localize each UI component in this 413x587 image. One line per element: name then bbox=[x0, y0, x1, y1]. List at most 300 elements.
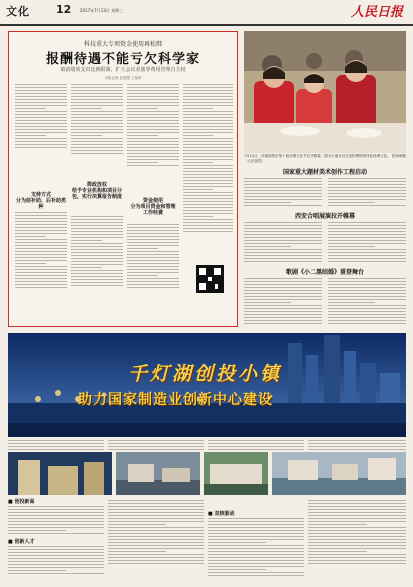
text-line bbox=[208, 551, 304, 552]
text-line bbox=[71, 105, 123, 106]
text-line bbox=[108, 533, 204, 534]
text-line bbox=[244, 308, 322, 309]
text-line bbox=[328, 311, 406, 312]
text-line bbox=[308, 551, 367, 552]
text-line bbox=[244, 181, 322, 182]
text-line bbox=[15, 221, 67, 222]
text-line bbox=[127, 126, 179, 127]
masthead bbox=[0, 0, 413, 26]
text-line bbox=[71, 144, 123, 145]
text-line bbox=[8, 549, 104, 550]
text-line bbox=[328, 196, 406, 197]
bottom-subhead-dual: ■ 双核驱动 bbox=[208, 511, 235, 517]
text-line bbox=[328, 231, 406, 232]
text-line bbox=[183, 228, 233, 229]
text-line bbox=[328, 225, 406, 226]
text-line bbox=[8, 509, 104, 510]
text-line bbox=[108, 443, 204, 444]
text-line bbox=[108, 530, 204, 531]
text-line bbox=[244, 299, 322, 300]
text-line bbox=[244, 258, 322, 259]
text-line bbox=[183, 147, 233, 148]
text-line bbox=[15, 96, 67, 97]
art-project-col-2 bbox=[328, 178, 406, 206]
text-line bbox=[71, 87, 123, 88]
text-line bbox=[208, 563, 304, 564]
text-line bbox=[308, 533, 406, 534]
text-line bbox=[71, 123, 123, 124]
text-line bbox=[244, 302, 291, 303]
text-line bbox=[15, 278, 67, 279]
text-line bbox=[15, 123, 67, 124]
strip-photo-4 bbox=[272, 452, 406, 495]
text-line bbox=[244, 193, 322, 194]
text-line bbox=[127, 114, 179, 115]
lead-subhead-funds: 资金使用 分为项目资金和管理工作经费 bbox=[130, 198, 176, 216]
text-line bbox=[244, 290, 322, 291]
text-line bbox=[308, 524, 367, 525]
text-line bbox=[328, 255, 406, 256]
text-line bbox=[183, 156, 233, 157]
lead-column-4 bbox=[183, 84, 233, 232]
text-line bbox=[328, 323, 406, 324]
text-line bbox=[127, 278, 179, 279]
text-line bbox=[8, 558, 104, 559]
text-line bbox=[328, 240, 406, 241]
text-line bbox=[244, 311, 322, 312]
text-line bbox=[108, 518, 204, 519]
feature-banner bbox=[8, 333, 406, 437]
text-line bbox=[208, 548, 304, 549]
text-line bbox=[208, 560, 304, 561]
text-line bbox=[127, 120, 179, 121]
text-line bbox=[308, 515, 406, 516]
text-line bbox=[127, 159, 179, 160]
text-line bbox=[328, 314, 406, 315]
text-line bbox=[108, 440, 204, 441]
text-line bbox=[183, 159, 233, 160]
text-line bbox=[183, 138, 233, 139]
text-line bbox=[15, 239, 67, 240]
text-line bbox=[208, 566, 304, 567]
text-line bbox=[108, 500, 204, 501]
text-line bbox=[328, 317, 406, 318]
text-line bbox=[127, 254, 179, 255]
text-line bbox=[244, 231, 322, 232]
text-line bbox=[308, 536, 406, 537]
text-line bbox=[108, 545, 204, 546]
text-line bbox=[328, 205, 406, 206]
text-line bbox=[328, 246, 375, 247]
bottom-col-2 bbox=[108, 500, 204, 564]
text-line bbox=[127, 275, 158, 276]
text-line bbox=[8, 527, 104, 528]
strip-illustration-2 bbox=[116, 452, 200, 495]
text-line bbox=[208, 440, 304, 441]
text-line bbox=[328, 222, 406, 223]
text-line bbox=[244, 225, 322, 226]
text-line bbox=[71, 240, 102, 241]
text-line bbox=[71, 108, 102, 109]
text-line bbox=[244, 287, 322, 288]
text-line bbox=[127, 245, 179, 246]
text-line bbox=[15, 147, 67, 148]
text-line bbox=[71, 261, 123, 262]
text-line bbox=[183, 231, 233, 232]
text-line bbox=[71, 231, 123, 232]
text-line bbox=[127, 156, 179, 157]
text-line bbox=[183, 108, 213, 109]
text-line bbox=[15, 144, 67, 145]
text-line bbox=[71, 270, 123, 271]
text-line bbox=[244, 199, 322, 200]
text-line bbox=[15, 135, 46, 136]
text-line bbox=[328, 202, 375, 203]
text-line bbox=[15, 138, 67, 139]
photo-illustration bbox=[244, 31, 406, 153]
text-line bbox=[15, 272, 67, 273]
text-line bbox=[127, 99, 179, 100]
text-line bbox=[127, 242, 179, 243]
text-line bbox=[183, 201, 233, 202]
text-line bbox=[183, 186, 233, 187]
text-line bbox=[183, 90, 233, 91]
text-line bbox=[8, 561, 104, 562]
text-line bbox=[127, 227, 179, 228]
text-line bbox=[108, 509, 204, 510]
text-line bbox=[208, 572, 304, 573]
text-line bbox=[328, 284, 406, 285]
text-line bbox=[71, 147, 123, 148]
text-line bbox=[71, 276, 123, 277]
text-line bbox=[127, 263, 179, 264]
feature-col-4 bbox=[308, 440, 406, 450]
text-line bbox=[15, 84, 67, 85]
text-line bbox=[8, 570, 66, 571]
text-line bbox=[71, 267, 102, 268]
text-line bbox=[8, 567, 104, 568]
strip-illustration-1 bbox=[8, 452, 112, 495]
text-line bbox=[127, 162, 158, 163]
text-line bbox=[127, 129, 179, 130]
text-line bbox=[183, 87, 233, 88]
text-line bbox=[183, 174, 233, 175]
text-line bbox=[183, 93, 233, 94]
bottom-col-3 bbox=[208, 518, 304, 576]
text-line bbox=[208, 521, 304, 522]
text-line bbox=[183, 99, 233, 100]
text-line bbox=[308, 440, 406, 441]
text-line bbox=[328, 320, 406, 321]
text-line bbox=[71, 99, 123, 100]
text-line bbox=[71, 273, 123, 274]
text-line bbox=[108, 557, 204, 558]
text-line bbox=[15, 99, 67, 100]
text-line bbox=[208, 443, 304, 444]
strip-illustration-4 bbox=[272, 452, 406, 495]
text-line bbox=[15, 281, 67, 282]
text-line bbox=[71, 243, 123, 244]
text-line bbox=[183, 150, 233, 151]
text-line bbox=[308, 530, 406, 531]
text-line bbox=[183, 192, 233, 193]
text-line bbox=[127, 236, 179, 237]
text-line bbox=[208, 545, 304, 546]
strip-illustration-3 bbox=[204, 452, 268, 495]
text-line bbox=[127, 102, 179, 103]
text-line bbox=[15, 230, 67, 231]
text-line bbox=[15, 242, 67, 243]
text-line bbox=[308, 500, 406, 501]
text-line bbox=[308, 557, 406, 558]
text-line bbox=[15, 248, 67, 249]
text-line bbox=[328, 278, 406, 279]
text-line bbox=[71, 285, 123, 286]
text-line bbox=[127, 272, 179, 273]
headline-choir: 西安合唱展演拉开帷幕 bbox=[294, 213, 355, 220]
text-line bbox=[183, 213, 233, 214]
text-line bbox=[308, 545, 406, 546]
text-line bbox=[244, 222, 322, 223]
text-line bbox=[244, 190, 322, 191]
text-line bbox=[328, 281, 406, 282]
text-line bbox=[15, 251, 67, 252]
lead-column-2b bbox=[71, 216, 123, 286]
feature-subtitle: 助力国家制造业创新中心建设 bbox=[78, 392, 273, 408]
text-line bbox=[244, 187, 322, 188]
text-line bbox=[71, 222, 123, 223]
text-line bbox=[308, 548, 406, 549]
text-line bbox=[183, 183, 233, 184]
text-line bbox=[71, 120, 123, 121]
issue-date: 2017年7月13日 星期三 bbox=[80, 8, 124, 13]
text-line bbox=[71, 237, 123, 238]
text-line bbox=[183, 177, 233, 178]
text-line bbox=[208, 446, 304, 447]
text-line bbox=[108, 515, 204, 516]
text-line bbox=[328, 234, 406, 235]
text-line bbox=[127, 147, 179, 148]
text-line bbox=[183, 219, 233, 220]
text-line bbox=[15, 269, 67, 270]
text-line bbox=[244, 234, 322, 235]
text-line bbox=[127, 93, 179, 94]
text-line bbox=[15, 227, 67, 228]
text-line bbox=[208, 557, 304, 558]
text-line bbox=[208, 542, 266, 543]
bottom-col-1b bbox=[8, 546, 104, 574]
text-line bbox=[71, 234, 123, 235]
text-line bbox=[308, 554, 406, 555]
text-line bbox=[8, 573, 104, 574]
text-line bbox=[8, 515, 104, 516]
text-line bbox=[244, 323, 322, 324]
text-line bbox=[15, 233, 67, 234]
text-line bbox=[328, 305, 406, 306]
text-line bbox=[208, 575, 304, 576]
text-line bbox=[15, 93, 67, 94]
text-line bbox=[108, 512, 204, 513]
bottom-col-4 bbox=[308, 500, 406, 564]
text-line bbox=[208, 530, 304, 531]
text-line bbox=[308, 512, 406, 513]
text-line bbox=[8, 546, 104, 547]
text-line bbox=[127, 266, 179, 267]
text-line bbox=[208, 533, 304, 534]
newspaper-logo: 人民日报 bbox=[350, 5, 403, 20]
text-line bbox=[328, 302, 375, 303]
text-line bbox=[8, 530, 66, 531]
text-line bbox=[328, 237, 406, 238]
text-line bbox=[15, 266, 67, 267]
text-line bbox=[127, 123, 179, 124]
text-line bbox=[108, 527, 204, 528]
text-line bbox=[15, 126, 67, 127]
text-line bbox=[15, 87, 67, 88]
text-line bbox=[183, 117, 233, 118]
text-line bbox=[183, 105, 233, 106]
text-line bbox=[183, 102, 233, 103]
bottom-subhead-talent: ■ 创新人才 bbox=[8, 539, 35, 545]
text-line bbox=[328, 190, 406, 191]
text-line bbox=[15, 287, 67, 288]
text-line bbox=[108, 521, 204, 522]
text-line bbox=[308, 542, 406, 543]
text-line bbox=[127, 287, 179, 288]
text-line bbox=[328, 308, 406, 309]
text-line bbox=[208, 524, 304, 525]
text-line bbox=[183, 195, 233, 196]
text-line bbox=[15, 257, 67, 258]
text-line bbox=[244, 246, 291, 247]
strip-photo-1 bbox=[8, 452, 112, 495]
text-line bbox=[127, 260, 179, 261]
text-line bbox=[183, 84, 233, 85]
text-line bbox=[15, 236, 46, 237]
text-line bbox=[15, 120, 67, 121]
text-line bbox=[127, 117, 179, 118]
text-line bbox=[127, 153, 179, 154]
text-line bbox=[15, 215, 67, 216]
text-line bbox=[244, 255, 322, 256]
text-line bbox=[328, 187, 406, 188]
text-line bbox=[8, 521, 104, 522]
text-line bbox=[108, 506, 204, 507]
text-line bbox=[15, 275, 67, 276]
text-line bbox=[308, 509, 406, 510]
opera-col-1 bbox=[244, 278, 322, 324]
text-line bbox=[71, 255, 123, 256]
lead-subhead-simplify: 简政放权 给予专业机构和项目分包，实行决算报告制度 bbox=[71, 182, 122, 200]
text-line bbox=[8, 552, 104, 553]
photo-caption: 7月12日，河南洛阳市第十届丝绸文化节拉开帷幕。图为小朋友们在洛阳博物馆体验丝绸文化。 张海涛摄（人民视觉） bbox=[244, 154, 406, 163]
text-line bbox=[71, 93, 123, 94]
text-line bbox=[244, 284, 322, 285]
text-line bbox=[183, 153, 233, 154]
text-line bbox=[127, 257, 179, 258]
text-line bbox=[328, 261, 406, 262]
text-line bbox=[244, 278, 322, 279]
text-line bbox=[127, 239, 179, 240]
lead-byline: 本报记者 赵展慧 王斌来 bbox=[104, 76, 142, 80]
text-line bbox=[15, 254, 67, 255]
text-line bbox=[183, 198, 233, 199]
text-line bbox=[183, 135, 213, 136]
text-line bbox=[244, 184, 322, 185]
text-line bbox=[71, 126, 123, 127]
strip-photo-3 bbox=[204, 452, 268, 495]
text-line bbox=[183, 222, 233, 223]
text-line bbox=[71, 141, 123, 142]
text-line bbox=[127, 224, 179, 225]
text-line bbox=[127, 96, 179, 97]
text-line bbox=[71, 219, 123, 220]
text-line bbox=[308, 503, 406, 504]
text-line bbox=[8, 512, 104, 513]
text-line bbox=[71, 279, 123, 280]
text-line bbox=[15, 111, 67, 112]
text-line bbox=[8, 533, 104, 534]
text-line bbox=[108, 542, 204, 543]
text-line bbox=[328, 243, 406, 244]
text-line bbox=[244, 202, 291, 203]
feature-col-1 bbox=[8, 440, 104, 450]
text-line bbox=[328, 181, 406, 182]
text-line bbox=[127, 84, 179, 85]
feature-title: 千灯湖创投小镇 bbox=[128, 363, 283, 385]
lead-deck: 取消绩效支出比例限制，扩大会议差旅等费用管理自主权 bbox=[60, 67, 186, 73]
text-line bbox=[71, 96, 123, 97]
text-line bbox=[108, 503, 204, 504]
headline-art-project: 国家重大题材美术创作工程启动 bbox=[282, 169, 367, 176]
text-line bbox=[108, 554, 204, 555]
text-line bbox=[183, 180, 233, 181]
text-line bbox=[127, 135, 158, 136]
choir-col-2 bbox=[328, 222, 406, 262]
text-line bbox=[127, 230, 179, 231]
text-line bbox=[328, 249, 406, 250]
text-line bbox=[328, 184, 406, 185]
text-line bbox=[308, 443, 406, 444]
text-line bbox=[108, 446, 204, 447]
text-line bbox=[183, 96, 233, 97]
text-line bbox=[127, 108, 158, 109]
text-line bbox=[15, 284, 67, 285]
text-line bbox=[15, 245, 67, 246]
text-line bbox=[183, 225, 233, 226]
text-line bbox=[183, 204, 233, 205]
text-line bbox=[183, 162, 213, 163]
opera-col-2 bbox=[328, 278, 406, 324]
text-line bbox=[183, 168, 233, 169]
text-line bbox=[183, 123, 233, 124]
text-line bbox=[127, 138, 179, 139]
text-line bbox=[15, 260, 67, 261]
text-line bbox=[328, 290, 406, 291]
text-line bbox=[127, 281, 179, 282]
text-line bbox=[328, 258, 406, 259]
text-line bbox=[183, 144, 233, 145]
text-line bbox=[308, 560, 406, 561]
text-line bbox=[15, 141, 67, 142]
text-line bbox=[15, 132, 67, 133]
text-line bbox=[244, 178, 322, 179]
text-line bbox=[71, 216, 123, 217]
text-line bbox=[127, 248, 158, 249]
text-line bbox=[71, 258, 123, 259]
text-line bbox=[71, 153, 123, 154]
text-line bbox=[183, 216, 213, 217]
